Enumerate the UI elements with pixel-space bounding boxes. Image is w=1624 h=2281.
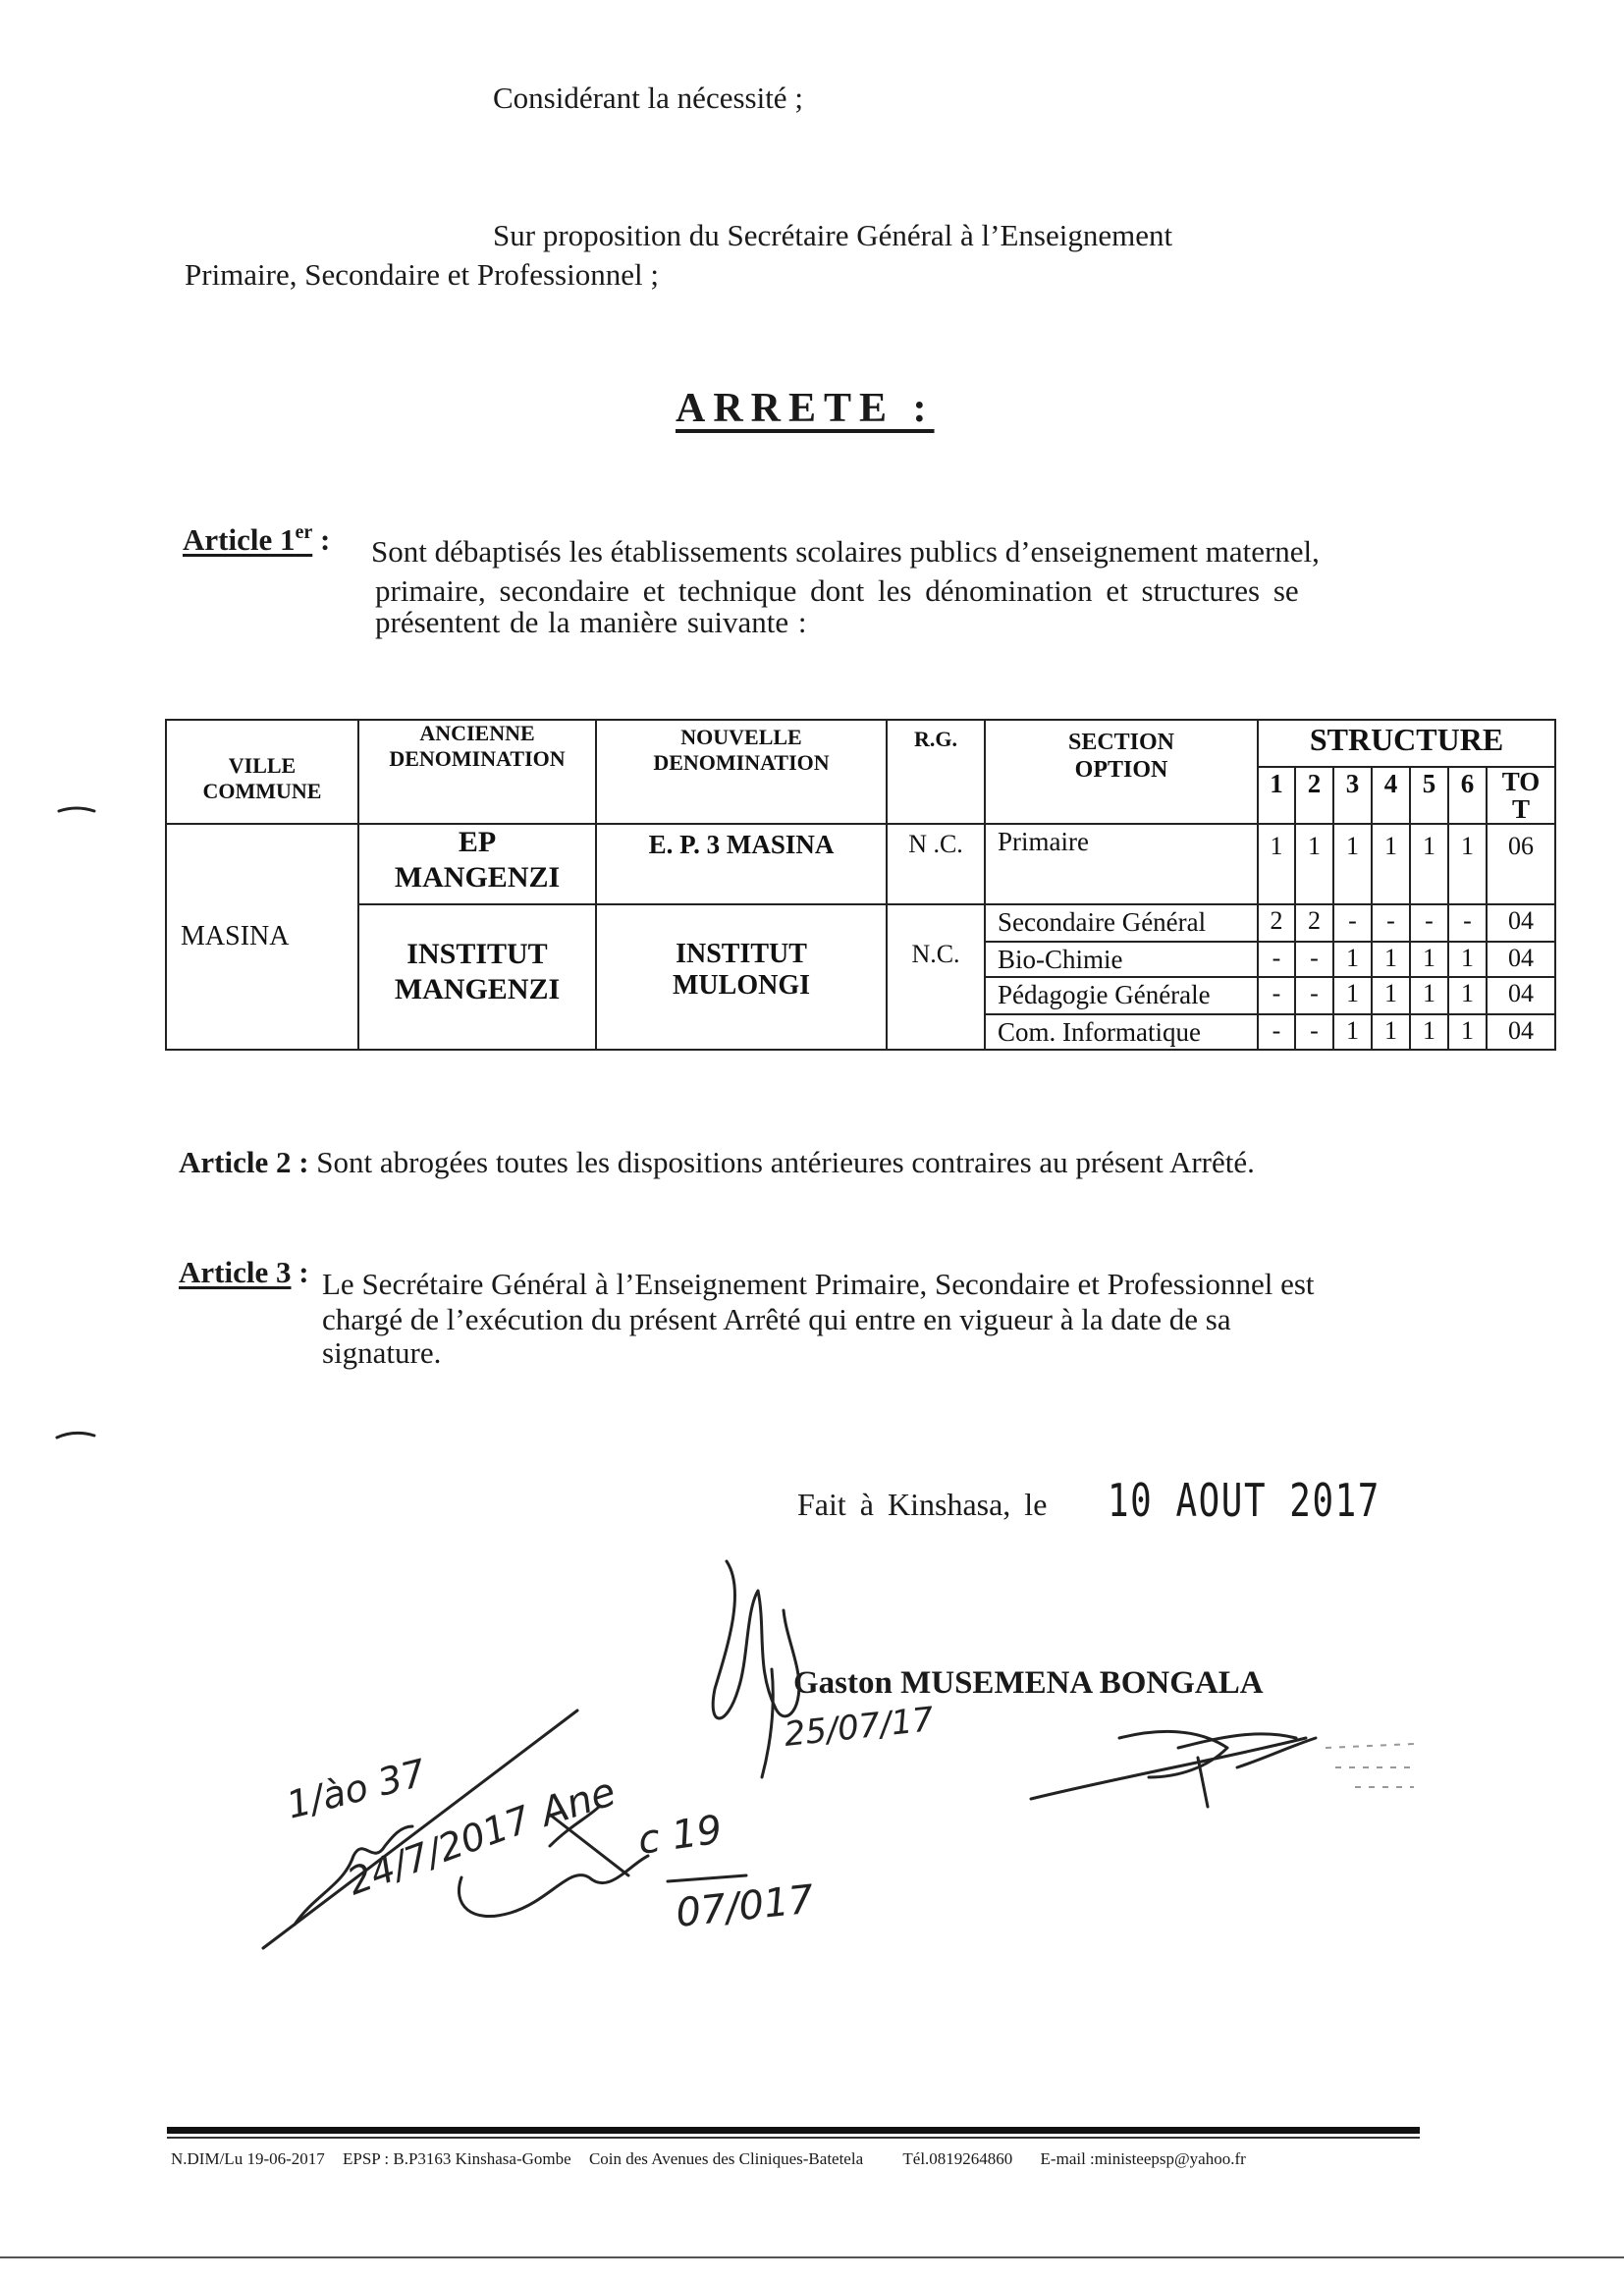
school1-total: 06: [1487, 824, 1555, 904]
school2-r3-val-3: 1: [1333, 977, 1372, 1014]
header-col-3: 3: [1333, 767, 1372, 824]
footer-phone: Tél.0819264860: [902, 2149, 1013, 2168]
header-col-6: 6: [1448, 767, 1487, 824]
school1-val-3: 1: [1333, 824, 1372, 904]
proposition-line-1: Sur proposition du Secrétaire Général à l’Enseignement: [493, 218, 1173, 252]
school2-r2-val-5: 1: [1410, 942, 1448, 977]
faint-dashes: [1326, 1744, 1414, 1787]
header-ville: VILLE: [228, 753, 297, 778]
school1-val-5: 1: [1410, 824, 1448, 904]
school2-section-2: Bio-Chimie: [985, 942, 1258, 977]
underline-stroke: [668, 1875, 746, 1881]
considerant-line: Considérant la nécessité ;: [493, 81, 803, 115]
school1-new-name: E. P. 3 MASINA: [596, 824, 887, 904]
fait-a-line: Fait à Kinshasa, le: [797, 1487, 1048, 1522]
school1-val-2: 1: [1295, 824, 1333, 904]
date-stamp: 10 AOUT 2017: [1108, 1474, 1380, 1527]
header-ancienne-1: ANCIENNE: [419, 721, 535, 745]
school2-r1-val-2: 2: [1295, 904, 1333, 942]
school2-r1-total: 04: [1487, 904, 1555, 942]
article-1-label-sup: er: [295, 521, 313, 543]
commune-cell: MASINA: [166, 824, 358, 1050]
article-1-label-suffix: :: [312, 522, 331, 557]
header-rg: R.G.: [887, 720, 985, 824]
school2-r2-val-4: 1: [1372, 942, 1410, 977]
article-3-label-suffix: :: [291, 1255, 309, 1289]
article-3-label-text: Article 3: [179, 1255, 292, 1289]
school1-val-4: 1: [1372, 824, 1410, 904]
school2-r3-val-2: -: [1295, 977, 1333, 1014]
school2-section-4: Com. Informatique: [985, 1014, 1258, 1050]
footer: [171, 2148, 1260, 2170]
header-col-4: 4: [1372, 767, 1410, 824]
footer-location: Coin des Avenues des Cliniques-Batetela: [588, 2149, 864, 2168]
article-1-line-2: primaire, secondaire et technique dont les dénomination et structures se: [375, 573, 1299, 608]
article-1-line-1: Sont débaptisés les établissements scolaires publics d’enseignement maternel,: [371, 534, 1320, 569]
header-col-2: 2: [1295, 767, 1333, 824]
article-1-line-3: présentent de la manière suivante :: [375, 605, 807, 639]
school2-r4-val-2: -: [1295, 1014, 1333, 1050]
school2-new-1: INSTITUT: [676, 939, 807, 969]
margin-mark-1: [59, 808, 94, 811]
sig-date-note: 25/07/17: [782, 1700, 936, 1755]
school2-new-2: MULONGI: [673, 970, 810, 1001]
footer-address: EPSP : B.P3163 Kinshasa-Gombe: [343, 2149, 571, 2168]
header-commune: COMMUNE: [202, 779, 322, 803]
header-structure: STRUCTURE: [1258, 720, 1555, 767]
school2-r4-val-3: 1: [1333, 1014, 1372, 1050]
footer-email: E-mail :ministeepsp@yahoo.fr: [1040, 2149, 1246, 2168]
signatory-name: Gaston MUSEMENA BONGALA: [793, 1665, 1264, 1701]
school1-section: Primaire: [985, 824, 1258, 904]
school2-r2-val-1: -: [1258, 942, 1295, 977]
flourish-signature: [1031, 1731, 1316, 1799]
header-col-5: 5: [1410, 767, 1448, 824]
school2-r2-total: 04: [1487, 942, 1555, 977]
school2-old-1: INSTITUT: [406, 938, 548, 970]
school2-r3-val-4: 1: [1372, 977, 1410, 1014]
school2-r1-val-5: -: [1410, 904, 1448, 942]
hand-note-1: 1/ào 37: [282, 1751, 430, 1827]
article-3-line-3: signature.: [322, 1335, 442, 1370]
hand-note-4: c 19: [634, 1807, 726, 1864]
scrawl-2: [459, 1856, 648, 1917]
header-col-1: 1: [1258, 767, 1295, 824]
school2-r1-val-4: -: [1372, 904, 1410, 942]
header-tot-2: T: [1511, 794, 1530, 824]
school1-old-2: MANGENZI: [394, 861, 561, 894]
school2-r3-total: 04: [1487, 977, 1555, 1014]
school2-r2-val-2: -: [1295, 942, 1333, 977]
arrete-heading: ARRETE :: [676, 386, 935, 431]
school2-r4-val-5: 1: [1410, 1014, 1448, 1050]
school2-r1-val-1: 2: [1258, 904, 1295, 942]
school2-r2-val-3: 1: [1333, 942, 1372, 977]
school1-val-6: 1: [1448, 824, 1487, 904]
footer-ref: N.DIM/Lu 19-06-2017: [171, 2149, 325, 2168]
signature-initials: [713, 1561, 799, 1718]
hand-note-2: 24/7/2017: [342, 1797, 537, 1904]
school2-section-1: Secondaire Général: [985, 904, 1258, 942]
header-section-2: OPTION: [1074, 757, 1168, 783]
school2-r1-val-3: -: [1333, 904, 1372, 942]
article-2-label: Article 2 :: [179, 1145, 309, 1179]
header-tot-1: TO: [1501, 767, 1541, 796]
school2-r3-val-6: 1: [1448, 977, 1487, 1014]
school1-val-1: 1: [1258, 824, 1295, 904]
header-nouvelle-2: DENOMINATION: [653, 750, 830, 775]
school2-old-2: MANGENZI: [394, 973, 561, 1005]
school2-r4-val-4: 1: [1372, 1014, 1410, 1050]
page-bottom-edge: [0, 2256, 1624, 2258]
hand-note-5: 07/017: [674, 1876, 817, 1936]
school2-rg: N.C.: [887, 904, 985, 1050]
school2-r3-val-5: 1: [1410, 977, 1448, 1014]
school2-r3-val-1: -: [1258, 977, 1295, 1014]
school2-r4-total: 04: [1487, 1014, 1555, 1050]
header-ancienne-2: DENOMINATION: [389, 746, 566, 771]
article-2-text: Sont abrogées toutes les dispositions antérieures contraires au présent Arrêté.: [308, 1145, 1255, 1179]
school2-r2-val-6: 1: [1448, 942, 1487, 977]
header-section-1: SECTION: [1067, 730, 1175, 755]
footer-rule-thin: [167, 2137, 1420, 2139]
school2-r4-val-1: -: [1258, 1014, 1295, 1050]
margin-mark-2: [57, 1433, 94, 1438]
article-3-line-1: Le Secrétaire Général à l’Enseignement Primaire, Secondaire et Professionnel est: [322, 1267, 1315, 1301]
school1-rg: N .C.: [887, 824, 985, 904]
proposition-line-2: Primaire, Secondaire et Professionnel ;: [185, 257, 659, 292]
article-1-label-text: Article 1: [183, 522, 296, 557]
hand-note-3: Ane: [534, 1768, 622, 1836]
header-nouvelle-1: NOUVELLE: [680, 725, 802, 749]
school2-r4-val-6: 1: [1448, 1014, 1487, 1050]
article-3-line-2: chargé de l’exécution du présent Arrêté qui entre en vigueur à la date de sa: [322, 1302, 1231, 1336]
footer-rule: [167, 2127, 1420, 2134]
school2-r1-val-6: -: [1448, 904, 1487, 942]
school1-old-1: EP: [458, 826, 497, 858]
school2-section-3: Pédagogie Générale: [985, 977, 1258, 1014]
